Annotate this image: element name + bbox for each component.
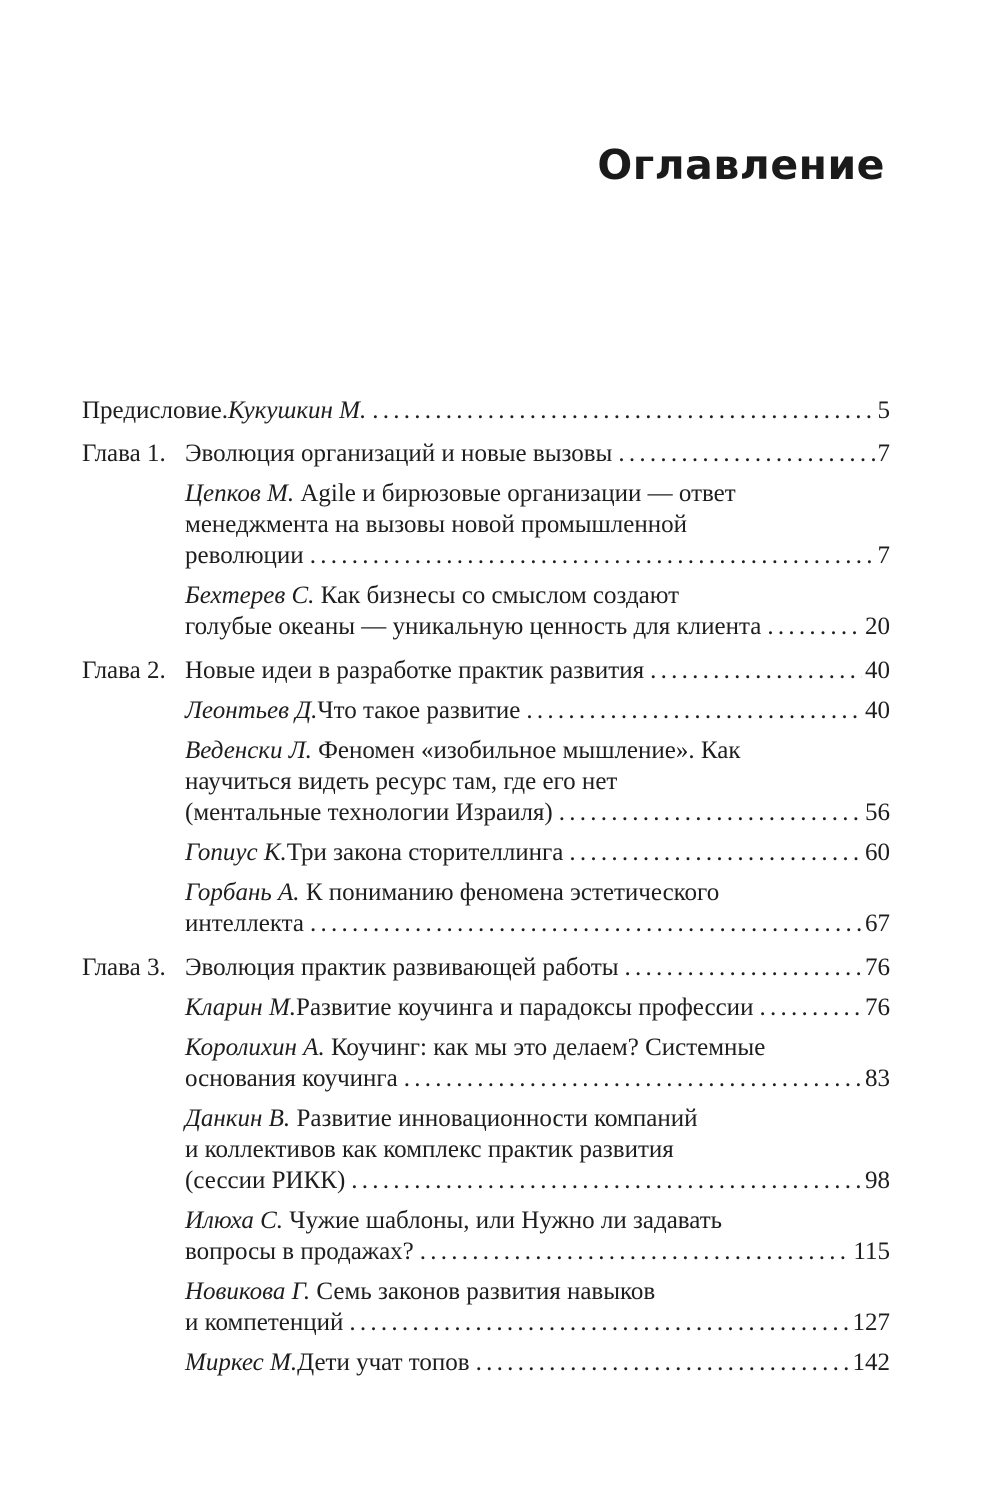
- article-line-last: [185, 611, 890, 642]
- dot-leader: [420, 1236, 851, 1267]
- article-author: Кларин М.: [185, 994, 297, 1021]
- article-line: [185, 877, 890, 908]
- toc-article: [185, 580, 890, 642]
- article-title: интеллекта: [185, 910, 304, 937]
- preface-author: Кукушкин М.: [228, 397, 367, 424]
- article-author: Гопиус К.: [185, 839, 287, 866]
- page-number: 40: [865, 657, 890, 684]
- chapter-body: [185, 952, 890, 1378]
- article-line-last: [185, 992, 890, 1023]
- toc-chapter: [82, 438, 890, 642]
- preface-line: [82, 395, 890, 426]
- dot-leader: [372, 395, 874, 426]
- toc-article: [185, 478, 890, 571]
- article-author: Миркес М.: [185, 1349, 298, 1376]
- dot-leader: [559, 797, 862, 828]
- article-line-last: [185, 1236, 890, 1267]
- page-number: 7: [877, 440, 890, 467]
- toc-entry-preface: [82, 395, 890, 426]
- page-number: 60: [865, 839, 890, 866]
- article-title: Чужие шаблоны, или Нужно ли задавать: [289, 1207, 723, 1234]
- chapter-heading: [185, 438, 890, 469]
- toc-article: [185, 1276, 890, 1338]
- article-line: [185, 1134, 890, 1165]
- article-line-last: [185, 695, 890, 726]
- dot-leader: [767, 611, 862, 642]
- article-title: Как бизнесы со смыслом создают: [320, 582, 680, 609]
- article-line: [185, 1276, 890, 1307]
- toc-article: [185, 1205, 890, 1267]
- article-title: (сессии РИКК): [185, 1167, 346, 1194]
- page-number: 115: [853, 1238, 890, 1265]
- article-author: Илюха С.: [185, 1207, 284, 1234]
- article-line: [185, 766, 890, 797]
- toc-article: [185, 992, 890, 1023]
- article-line: [185, 1205, 890, 1236]
- dot-leader: [618, 438, 874, 469]
- preface-label: Предисловие.: [82, 397, 229, 424]
- article-line-last: [185, 797, 890, 828]
- chapter-body: [185, 655, 890, 939]
- dot-leader: [476, 1347, 850, 1378]
- article-title: голубые океаны — уникальную ценность для клиента: [185, 613, 762, 640]
- article-title: (ментальные технологии Израиля): [185, 799, 553, 826]
- toc-article: [185, 1103, 890, 1196]
- toc-article: [185, 837, 890, 868]
- article-title: Что такое развитие: [317, 697, 521, 724]
- article-title: революции: [185, 542, 304, 569]
- dot-leader: [310, 540, 875, 571]
- page-number: 56: [865, 799, 890, 826]
- article-author: Бехтерев С.: [185, 582, 315, 609]
- preface-body: [82, 395, 890, 426]
- dot-leader: [625, 952, 862, 983]
- chapter-label: Глава 3.: [82, 954, 166, 981]
- article-title: и компетенций: [185, 1309, 344, 1336]
- page-number: 20: [865, 613, 890, 640]
- toc-chapter: [82, 952, 890, 1378]
- article-line: [185, 1103, 890, 1134]
- page-number: 76: [865, 994, 890, 1021]
- article-title: Семь законов развития навыков: [316, 1278, 656, 1305]
- article-author: Горбань А.: [185, 879, 300, 906]
- dot-leader: [349, 1307, 849, 1338]
- article-line-last: [185, 1165, 890, 1196]
- dot-leader: [759, 992, 862, 1023]
- article-author: Леонтьев Д.: [185, 697, 318, 724]
- page-number: 40: [865, 697, 890, 724]
- chapter-label: Глава 2.: [82, 657, 166, 684]
- chapter-label: Глава 1.: [82, 440, 166, 467]
- article-title: Развитие коучинга и парадоксы профессии: [296, 994, 754, 1021]
- dot-leader: [650, 655, 862, 686]
- article-author: Новикова Г.: [185, 1278, 311, 1305]
- dot-leader: [569, 837, 862, 868]
- article-author: Данкин В.: [185, 1105, 291, 1132]
- article-line: [185, 1032, 890, 1063]
- page-number: 98: [865, 1167, 890, 1194]
- article-title: вопросы в продажах?: [185, 1238, 414, 1265]
- chapter-body: [185, 438, 890, 642]
- page-number: 67: [865, 910, 890, 937]
- article-line-last: [185, 1347, 890, 1378]
- article-title: Agile и бирюзовые организации — ответ: [300, 480, 736, 507]
- article-line-last: [185, 837, 890, 868]
- article-title: Развитие инновационности компаний: [296, 1105, 698, 1132]
- article-line: [185, 509, 890, 540]
- toc-article: [185, 735, 890, 828]
- page-number: 83: [865, 1065, 890, 1092]
- dot-leader: [310, 908, 862, 939]
- article-title: менеджмента на вызовы новой промышленной: [185, 511, 687, 538]
- chapter-title: Новые идеи в разработке практик развития: [185, 657, 645, 684]
- chapter-heading: [185, 952, 890, 983]
- page-number: 5: [877, 397, 890, 424]
- dot-leader: [404, 1063, 862, 1094]
- article-line-last: [185, 908, 890, 939]
- article-line: [185, 735, 890, 766]
- chapter-title-line: [185, 655, 890, 686]
- article-line-last: [185, 1307, 890, 1338]
- chapter-heading: [185, 655, 890, 686]
- article-title: Дети учат топов: [297, 1349, 470, 1376]
- chapter-title: Эволюция практик развивающей работы: [185, 954, 619, 981]
- article-author: Королихин А.: [185, 1034, 325, 1061]
- article-title: Феномен «изобильное мышление». Как: [318, 737, 741, 764]
- article-title: основания коучинга: [185, 1065, 398, 1092]
- chapter-title: Эволюция организаций и новые вызовы: [185, 440, 613, 467]
- table-of-contents: [82, 395, 890, 1378]
- article-author: Цепков М.: [185, 480, 295, 507]
- toc-article: [185, 877, 890, 939]
- toc-article: [185, 695, 890, 726]
- article-author: Веденски Л.: [185, 737, 312, 764]
- article-line-last: [185, 1063, 890, 1094]
- article-title: К пониманию феномена эстетического: [305, 879, 720, 906]
- article-line: [185, 580, 890, 611]
- toc-chapter: [82, 655, 890, 939]
- article-line-last: [185, 540, 890, 571]
- page-number: 76: [865, 954, 890, 981]
- dot-leader: [526, 695, 862, 726]
- toc-article: [185, 1347, 890, 1378]
- article-title: научиться видеть ресурс там, где его нет: [185, 768, 618, 795]
- toc-article: [185, 1032, 890, 1094]
- article-title: и коллективов как комплекс практик развития: [185, 1136, 674, 1163]
- dot-leader: [351, 1165, 862, 1196]
- article-title: Три закона сторителлинга: [286, 839, 564, 866]
- chapter-title-line: [185, 438, 890, 469]
- chapter-title-line: [185, 952, 890, 983]
- article-line: [185, 478, 890, 509]
- page-number: 127: [852, 1309, 890, 1336]
- page-title: Оглавление: [597, 141, 885, 189]
- page-number: 142: [852, 1349, 890, 1376]
- page-number: 7: [877, 542, 890, 569]
- article-title: Коучинг: как мы это делаем? Системные: [330, 1034, 766, 1061]
